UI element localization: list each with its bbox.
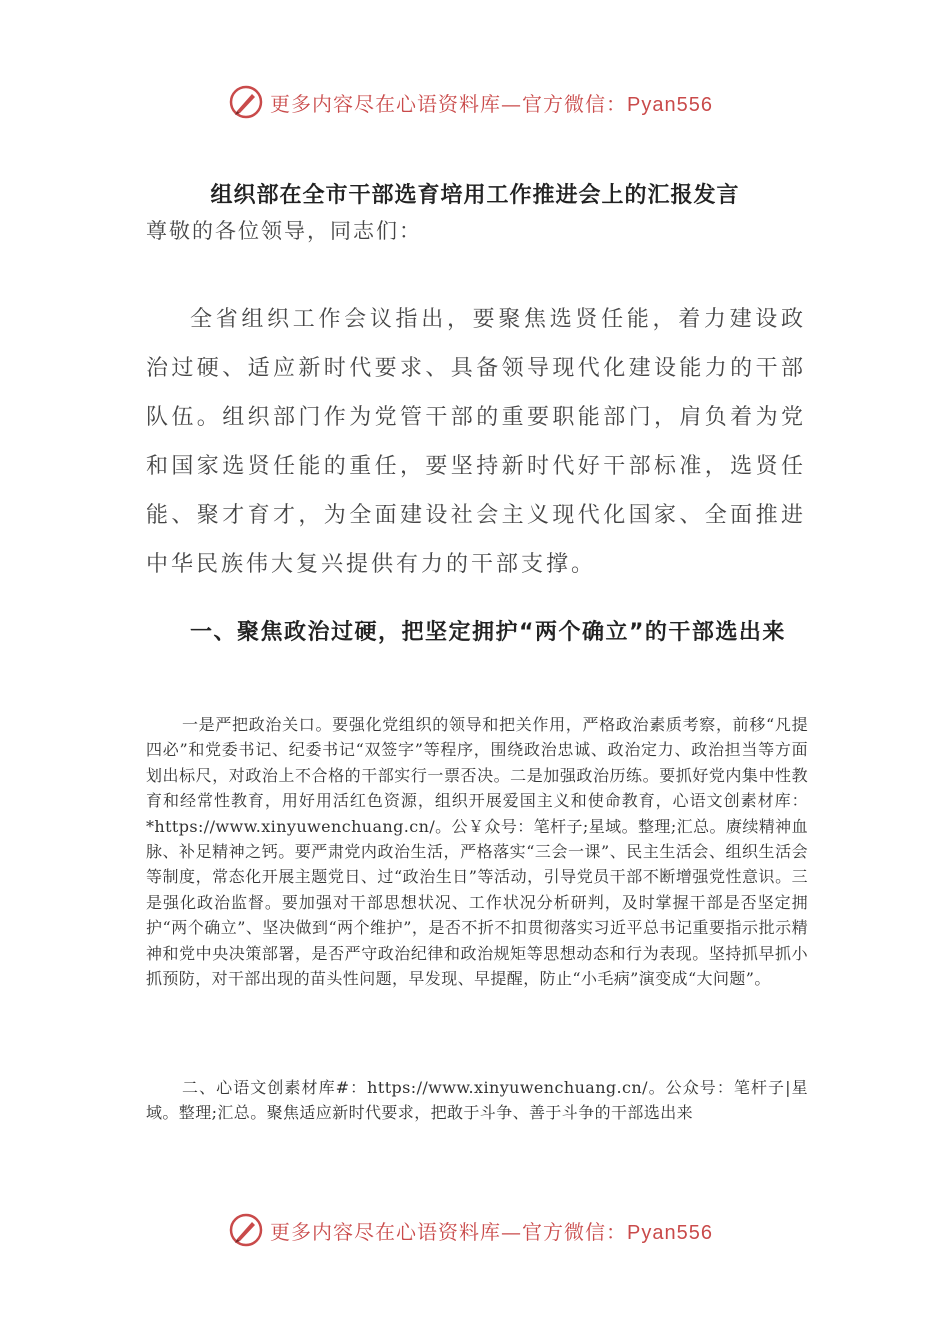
section-1-body: 一是严把政治关口。要强化党组织的领导和把关作用，严格政治素质考察，前移“凡提四必”和党委书记、纪委书记“双签字”等程序，围绕政治忠诚、政治定力、政治担当等方面划出标尺，对政治上不合格的干部实行一票否决。二是加强政治历练。要抓好党内集中性教育和经常性教育，用好用活红色资源，组织开展爱国主义和使命教育，心语文创素材库：*https://www.xinyuwenchuang.cn/。公￥众号：笔杆子;星域。整理;汇总。赓续精神血脉、补足精神之钙。要严肃党内政治生活，严格落实“三会一课”、民主生活会、组织生活会等制度，常态化开展主题党日、过“政治生日”等活动，引导党员干部不断增强党性意识。三是强化政治监督。要加强对干部思想状况、工作状况分析研判，及时掌握干部是否坚定拥护“两个确立”、坚决做到“两个维护”，是否不折不扣贯彻落实习近平总书记重要指示批示精神和党中央决策部署，是否严守政治纪律和政治规矩等思想动态和行为表现。坚持抓早抓小抓预防，对干部出现的苗头性问题，早发现、早提醒，防止“小毛病”演变成“大问题”。 <box>146 715 808 989</box>
banner-text: 更多内容尽在心语资料库—官方微信：Pyan556 <box>270 91 713 116</box>
salutation: 尊敬的各位领导，同志们： <box>146 219 422 243</box>
intro-paragraph: 全省组织工作会议指出，要聚焦选贤任能，着力建设政治过硬、适应新时代要求、具备领导现代化建设能力的干部队伍。组织部门作为党管干部的重要职能部门，肩负着为党和国家选贤任能的重任，要坚持新时代好干部标准，选贤任能、聚才育才，为全面建设社会主义现代化国家、全面推进中华民族伟大复兴提供有力的干部支撑。 <box>146 307 806 577</box>
pen-logo-icon <box>228 1212 264 1248</box>
section-2-heading-body: 二、心语文创素材库#：https://www.xinyuwenchuang.cn/。公众号：笔杆子|星域。整理;汇总。聚焦适应新时代要求，把敢于斗争、善于斗争的干部选出来 <box>146 1078 808 1123</box>
banner-text: 更多内容尽在心语资料库—官方微信：Pyan556 <box>270 1219 713 1244</box>
footer-watermark-banner <box>228 1210 728 1250</box>
section-heading-1: 一、聚焦政治过硬，把坚定拥护“两个确立”的干部选出来 <box>190 620 786 645</box>
pen-logo-icon <box>228 84 264 120</box>
document-title: 组织部在全市干部选育培用工作推进会上的汇报发言 <box>210 183 740 208</box>
header-watermark-banner <box>228 82 728 122</box>
